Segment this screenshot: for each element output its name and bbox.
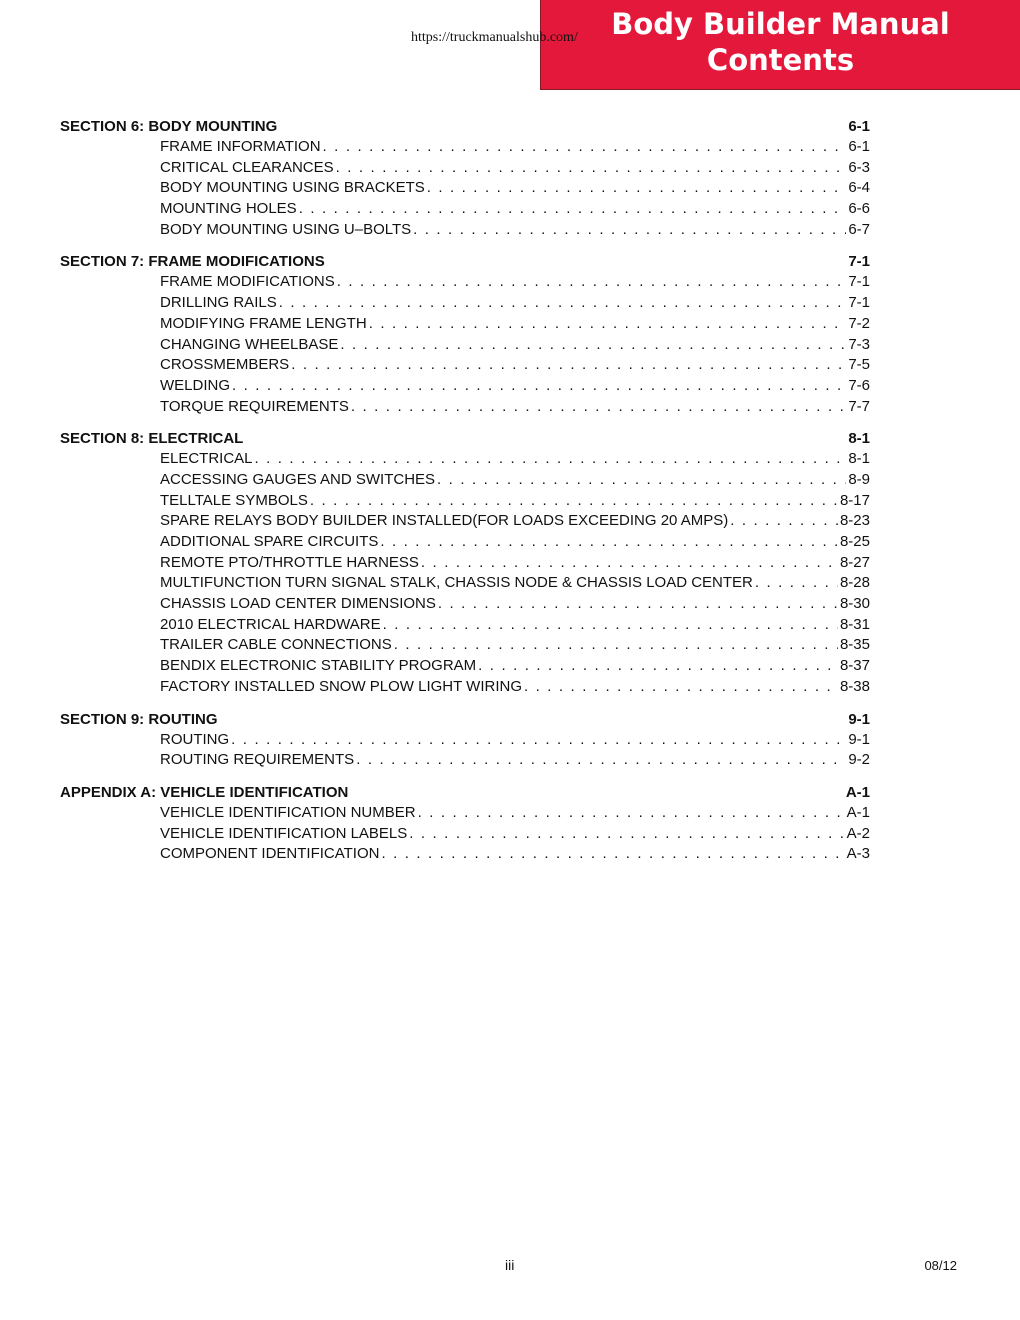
toc-entry[interactable] (160, 220, 870, 241)
dot-leader (351, 397, 846, 418)
toc-entry[interactable] (160, 594, 870, 615)
section-page-number: 9-1 (848, 710, 870, 728)
entry-title: SPARE RELAYS BODY BUILDER INSTALLED(FOR LOADS EXCEEDING 20 AMPS) (160, 512, 729, 530)
dot-leader (231, 730, 846, 751)
entry-page-number: 8-25 (839, 533, 870, 550)
entry-page-number: 6-3 (848, 158, 870, 176)
entry-page-number: 8-1 (848, 450, 870, 468)
section-page-number: 6-1 (848, 118, 870, 135)
toc-entry[interactable] (160, 824, 870, 845)
dot-leader (421, 553, 838, 574)
toc-entry[interactable] (160, 314, 870, 335)
section-heading[interactable] (60, 251, 870, 272)
section-heading[interactable] (60, 428, 870, 449)
entry-title: ELECTRICAL (160, 450, 253, 468)
section-heading[interactable] (60, 709, 870, 730)
toc-entry[interactable] (160, 656, 870, 677)
entry-title: MOUNTING HOLES (160, 200, 297, 218)
dot-leader (394, 635, 838, 656)
section-title: SECTION 6: BODY MOUNTING (60, 118, 278, 135)
toc-section (60, 251, 870, 417)
section-heading[interactable] (60, 116, 870, 137)
section-title: SECTION 9: ROUTING (60, 710, 218, 728)
toc-entry[interactable] (160, 272, 870, 293)
section-page-number: A-1 (845, 783, 870, 801)
entry-title: TRAILER CABLE CONNECTIONS (160, 636, 392, 654)
entry-title: WELDING (160, 376, 231, 394)
entry-title: DRILLING RAILS (160, 294, 277, 312)
entry-page-number: 7-6 (848, 376, 870, 394)
toc-entry[interactable] (160, 355, 870, 376)
entry-page-number: 7-1 (848, 294, 870, 312)
dot-leader (381, 844, 844, 865)
entry-page-number: 9-1 (848, 730, 870, 748)
toc-entry[interactable] (160, 137, 870, 158)
entry-title: FACTORY INSTALLED SNOW PLOW LIGHT WIRING (160, 677, 523, 695)
toc-entry[interactable] (160, 199, 870, 220)
banner-subtitle: Contents (706, 43, 855, 77)
toc-section (60, 116, 870, 240)
toc-entry[interactable] (160, 293, 870, 314)
toc-entry[interactable] (160, 178, 870, 199)
toc-section (60, 782, 870, 865)
dot-leader (369, 314, 847, 335)
entry-page-number: 7-2 (848, 314, 870, 332)
entry-page-number: 8-23 (839, 512, 870, 530)
dot-leader (409, 824, 844, 845)
toc-entry[interactable] (160, 615, 870, 636)
toc-entry[interactable] (160, 532, 870, 553)
banner-title: Body Builder Manual (611, 7, 950, 41)
title-banner (540, 0, 1020, 90)
entry-title: CHANGING WHEELBASE (160, 335, 339, 353)
dot-leader (380, 532, 838, 553)
dot-leader (291, 355, 846, 376)
dot-leader (340, 335, 846, 356)
page-number: iii (505, 1257, 515, 1273)
dot-leader (383, 615, 838, 636)
entry-page-number: 8-37 (839, 657, 870, 675)
entry-title: TELLTALE SYMBOLS (160, 491, 308, 509)
dot-leader (418, 803, 845, 824)
entry-page-number: 7-1 (848, 273, 870, 291)
dot-leader (299, 199, 847, 220)
toc-entry[interactable] (160, 750, 870, 771)
entry-page-number: 6-1 (848, 138, 870, 155)
entry-title: CRITICAL CLEARANCES (160, 158, 334, 176)
section-page-number: 7-1 (848, 253, 870, 271)
dot-leader (524, 677, 838, 698)
toc-entry[interactable] (160, 553, 870, 574)
dot-leader (356, 750, 846, 771)
entry-page-number: A-1 (846, 803, 870, 821)
toc-section (60, 428, 870, 697)
entry-title: ROUTING REQUIREMENTS (160, 751, 355, 769)
toc-entry[interactable] (160, 158, 870, 179)
toc-entry[interactable] (160, 335, 870, 356)
dot-leader (413, 220, 846, 241)
entry-page-number: 7-3 (848, 335, 870, 353)
revision-date: 08/12 (924, 1258, 957, 1273)
dot-leader (337, 272, 847, 293)
entry-title: ACCESSING GAUGES AND SWITCHES (160, 470, 436, 488)
entry-title: FRAME INFORMATION (160, 138, 321, 155)
entry-page-number: 7-7 (848, 397, 870, 415)
dot-leader (255, 449, 847, 470)
entry-page-number: A-2 (846, 824, 870, 842)
entry-title: BODY MOUNTING USING BRACKETS (160, 179, 425, 197)
entry-page-number: 8-31 (839, 615, 870, 633)
entry-page-number: A-3 (846, 845, 870, 863)
dot-leader (438, 594, 838, 615)
dot-leader (730, 511, 838, 532)
entry-page-number: 8-28 (839, 574, 870, 592)
entry-title: 2010 ELECTRICAL HARDWARE (160, 615, 381, 633)
entry-title: CHASSIS LOAD CENTER DIMENSIONS (160, 595, 436, 613)
section-title: APPENDIX A: VEHICLE IDENTIFICATION (60, 783, 349, 801)
toc-entry[interactable] (160, 844, 870, 865)
toc-entry[interactable] (160, 491, 870, 512)
entry-page-number: 8-17 (839, 491, 870, 509)
entry-page-number: 8-35 (839, 636, 870, 654)
entry-page-number: 6-6 (848, 200, 870, 218)
dot-leader (755, 573, 838, 594)
entry-title: REMOTE PTO/THROTTLE HARNESS (160, 553, 419, 571)
source-url: https://truckmanualshub.com/ (411, 30, 578, 45)
toc-entry[interactable] (160, 511, 870, 532)
section-title: SECTION 7: FRAME MODIFICATIONS (60, 253, 325, 271)
dot-leader (279, 293, 847, 314)
dot-leader (336, 158, 847, 179)
toc-entry[interactable] (160, 397, 870, 418)
entry-page-number: 8-30 (839, 595, 870, 613)
entry-title: ADDITIONAL SPARE CIRCUITS (160, 533, 379, 550)
toc-entry[interactable] (160, 449, 870, 470)
section-title: SECTION 8: ELECTRICAL (60, 430, 244, 448)
dot-leader (478, 656, 838, 677)
entry-page-number: 8-9 (848, 470, 870, 488)
entry-title: TORQUE REQUIREMENTS (160, 397, 349, 415)
section-heading[interactable] (60, 782, 870, 803)
entry-page-number: 7-5 (848, 356, 870, 374)
dot-leader (232, 376, 846, 397)
entry-title: VEHICLE IDENTIFICATION NUMBER (160, 803, 416, 821)
entry-title: BENDIX ELECTRONIC STABILITY PROGRAM (160, 657, 477, 675)
toc-entry[interactable] (160, 573, 870, 594)
entry-title: BODY MOUNTING USING U–BOLTS (160, 220, 412, 238)
entry-title: FRAME MODIFICATIONS (160, 273, 335, 291)
entry-title: MULTIFUNCTION TURN SIGNAL STALK, CHASSIS NODE & CHASSIS LOAD CENTER (160, 574, 753, 592)
entry-title: VEHICLE IDENTIFICATION LABELS (160, 824, 408, 842)
dot-leader (427, 178, 847, 199)
table-of-contents (60, 116, 870, 876)
toc-entry[interactable] (160, 635, 870, 656)
toc-entry[interactable] (160, 470, 870, 491)
toc-entry[interactable] (160, 677, 870, 698)
toc-entry[interactable] (160, 803, 870, 824)
entry-page-number: 8-38 (839, 677, 870, 695)
dot-leader (310, 491, 838, 512)
entry-page-number: 9-2 (848, 751, 870, 769)
entry-page-number: 6-4 (848, 179, 870, 197)
section-page-number: 8-1 (848, 430, 870, 448)
entry-title: MODIFYING FRAME LENGTH (160, 314, 367, 332)
toc-entry[interactable] (160, 730, 870, 751)
toc-entry[interactable] (160, 376, 870, 397)
entry-title: COMPONENT IDENTIFICATION (160, 845, 380, 863)
entry-page-number: 8-27 (839, 553, 870, 571)
dot-leader (323, 137, 847, 158)
toc-section (60, 709, 870, 771)
dot-leader (437, 470, 846, 491)
entry-title: CROSSMEMBERS (160, 356, 290, 374)
entry-page-number: 6-7 (848, 220, 870, 238)
entry-title: ROUTING (160, 730, 230, 748)
